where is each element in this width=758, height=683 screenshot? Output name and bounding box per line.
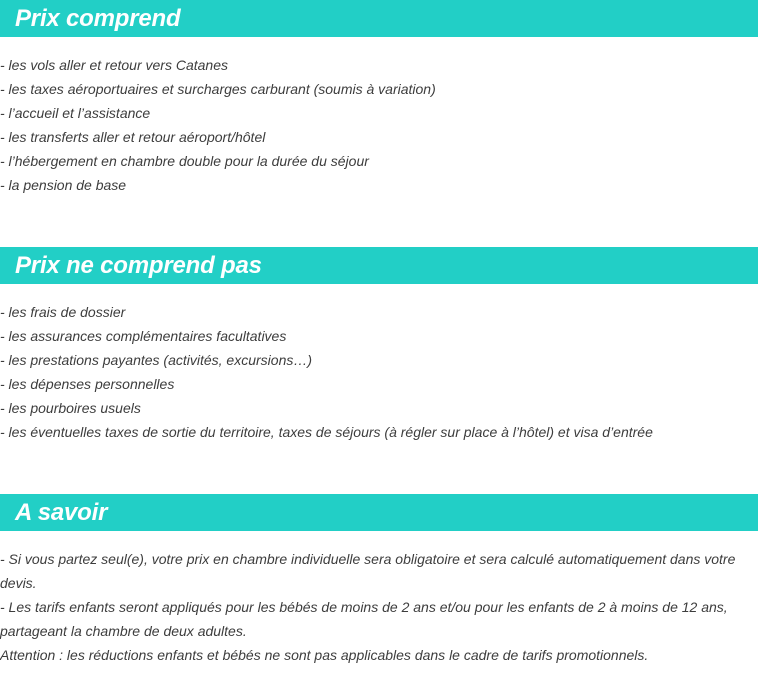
good-to-know-list bbox=[0, 547, 752, 667]
info-paragraph: Attention : les réductions enfants et bébés ne sont pas applicables dans le cadre de tarifs promotionnels. bbox=[0, 647, 649, 663]
info-paragraph: - Si vous partez seul(e), votre prix en chambre individuelle sera obligatoire et sera calculé automatiquement dans votre devis. bbox=[0, 551, 736, 591]
section-header-prix-comprend bbox=[0, 0, 758, 37]
section-title: A savoir bbox=[15, 499, 108, 526]
list-item: - les transferts aller et retour aéroport/hôtel bbox=[0, 129, 266, 145]
list-item: - l’accueil et l’assistance bbox=[0, 105, 151, 121]
list-item: - les taxes aéroportuaires et surcharges carburant (soumis à variation) bbox=[0, 81, 436, 97]
list-item: - la pension de base bbox=[0, 177, 127, 193]
list-item: - les vols aller et retour vers Catanes bbox=[0, 57, 228, 73]
list-item: - les éventuelles taxes de sortie du territoire, taxes de séjours (à régler sur place à l’hôtel) et visa d’entrée bbox=[0, 424, 653, 440]
list-item: - les assurances complémentaires facultatives bbox=[0, 328, 287, 344]
section-header-prix-ne-comprend-pas bbox=[0, 247, 758, 284]
list-item: - les frais de dossier bbox=[0, 304, 126, 320]
list-item: - les dépenses personnelles bbox=[0, 376, 175, 392]
list-item: - les pourboires usuels bbox=[0, 400, 141, 416]
list-item: - l’hébergement en chambre double pour la durée du séjour bbox=[0, 153, 369, 169]
not-included-list bbox=[0, 300, 756, 444]
included-list bbox=[0, 53, 756, 197]
section-header-a-savoir bbox=[0, 494, 758, 531]
info-paragraph: - Les tarifs enfants seront appliqués pour les bébés de moins de 2 ans et/ou pour les enfants de 2 à moins de 12 ans, partageant la chambre de deux adultes. bbox=[0, 599, 728, 639]
section-title: Prix comprend bbox=[15, 5, 181, 32]
section-title: Prix ne comprend pas bbox=[15, 252, 262, 279]
list-item: - les prestations payantes (activités, excursions…) bbox=[0, 352, 313, 368]
